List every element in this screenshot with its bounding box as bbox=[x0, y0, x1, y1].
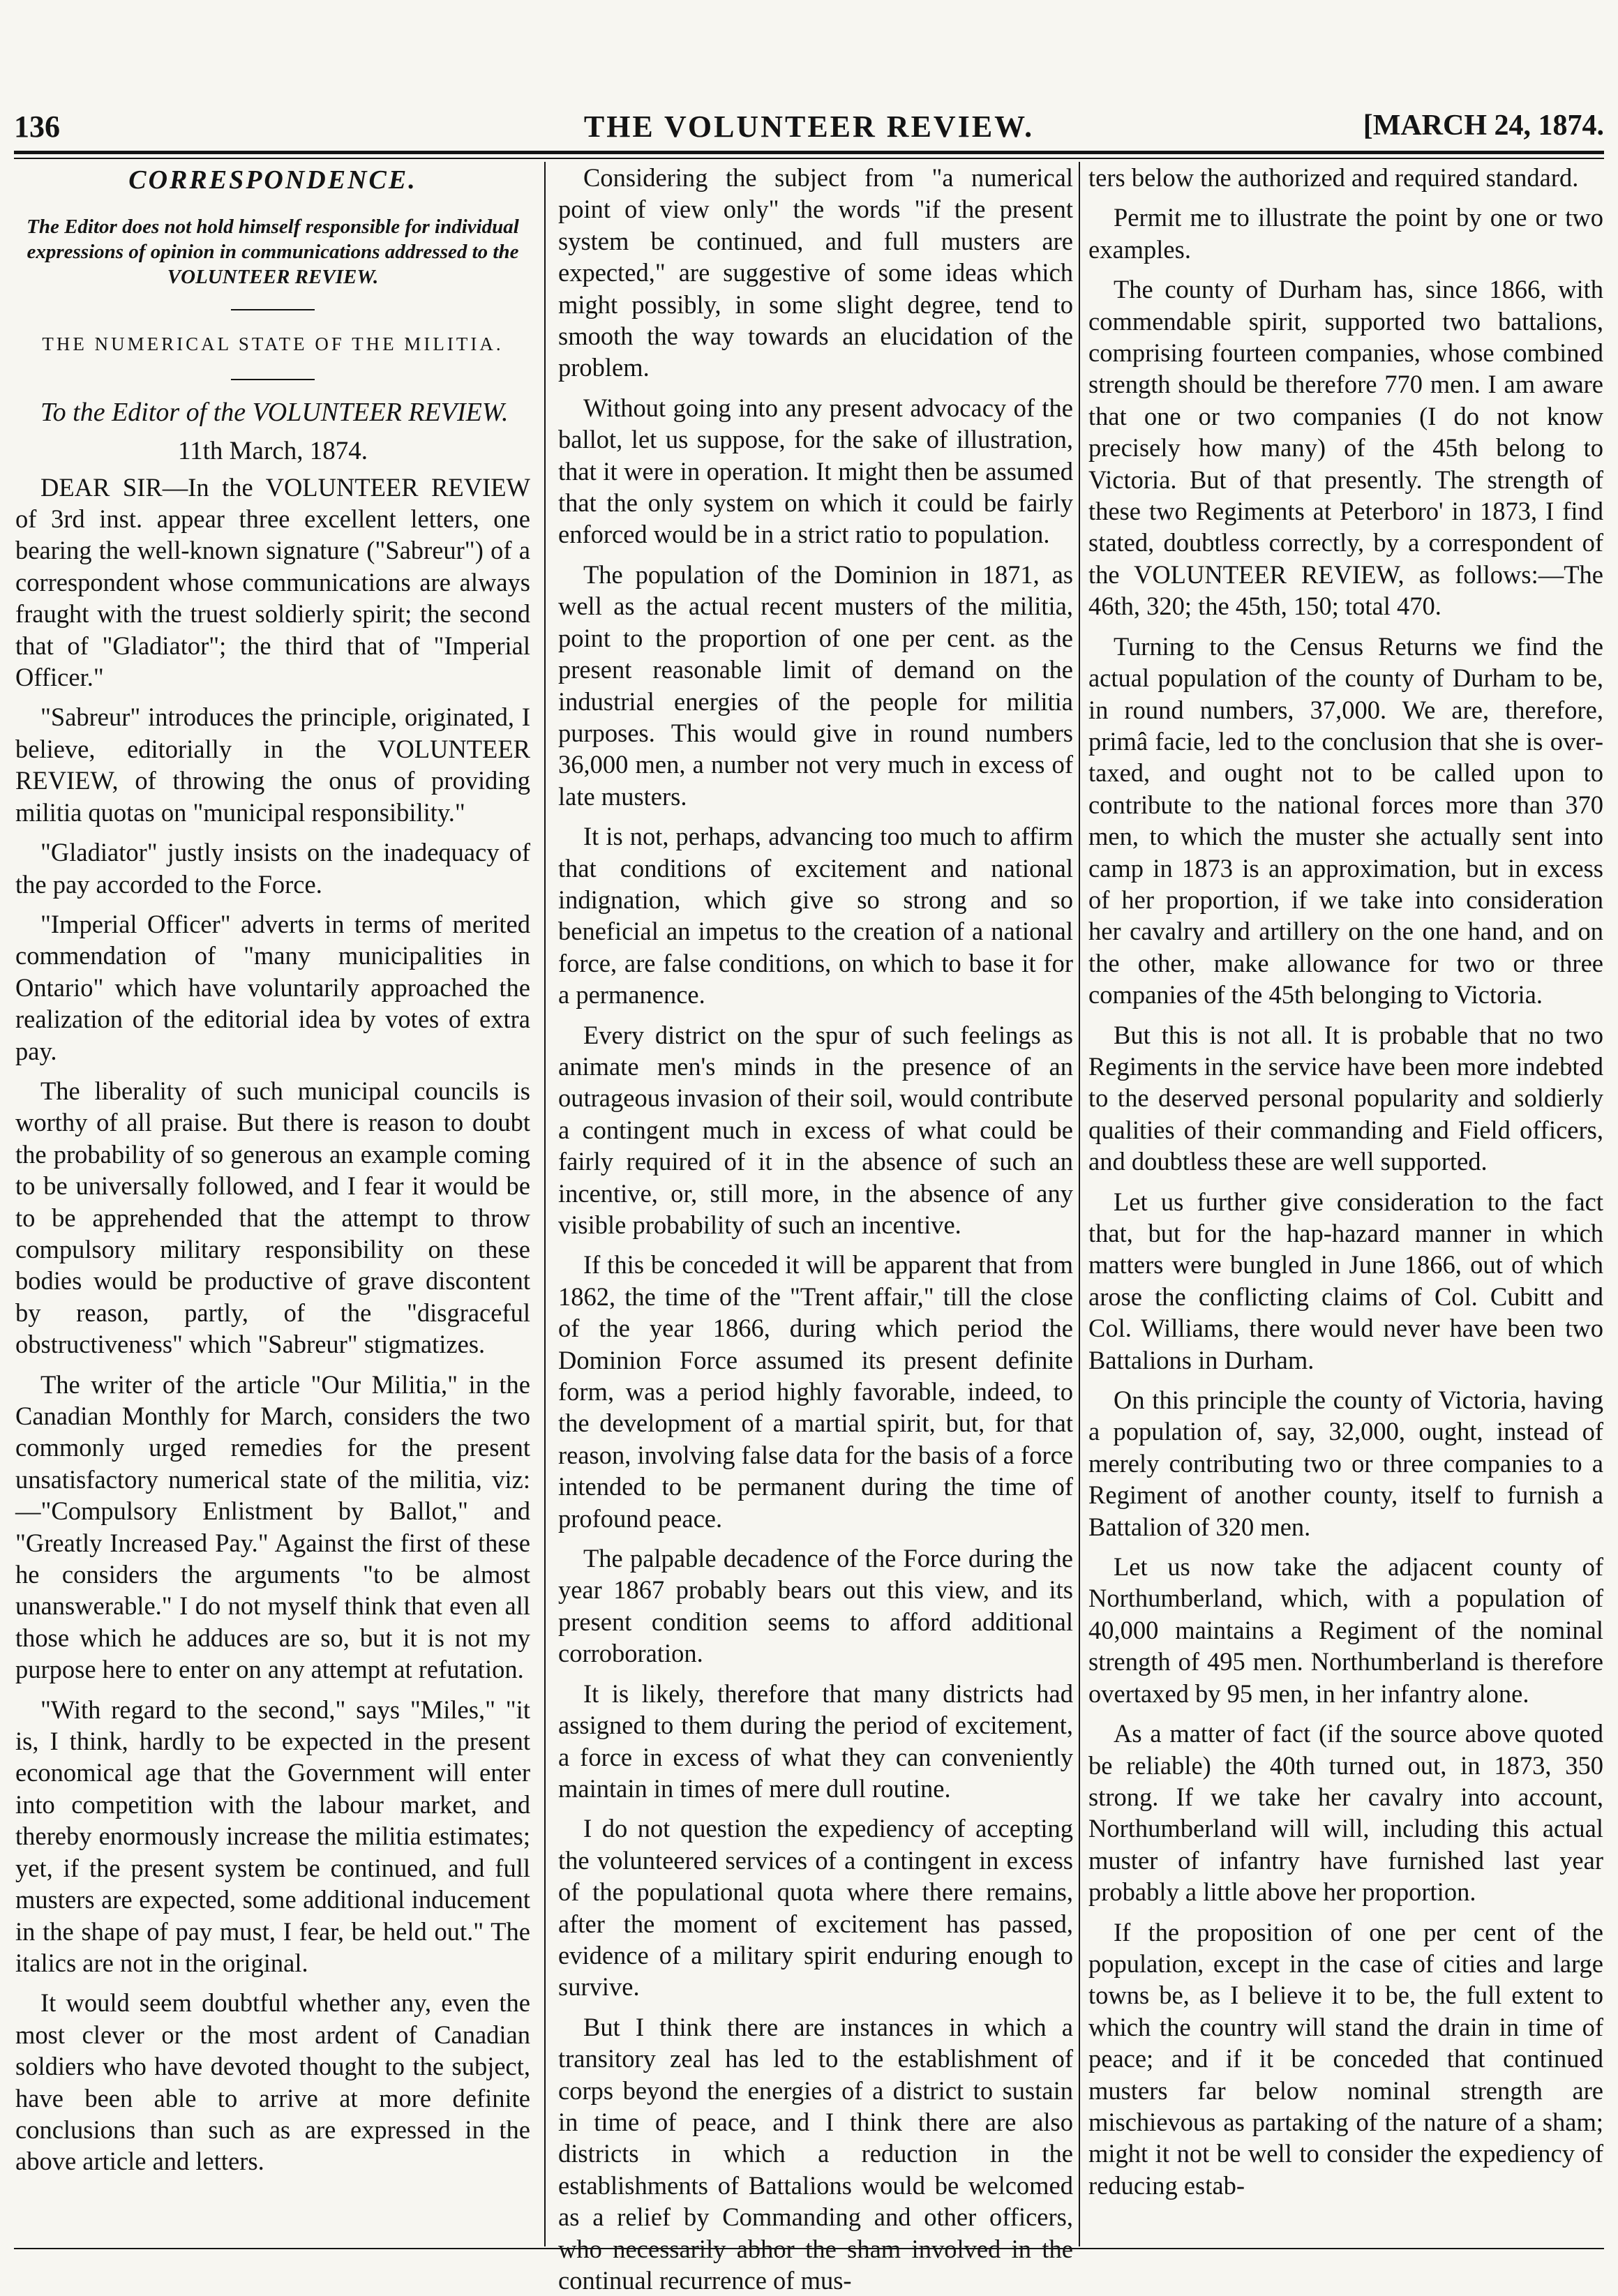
paragraph: Let us further give consideration to the fact that, but for the hap-hazard manner in which matters were bungled in June 1866, out of which arose the conflicting claims of Col. Cubitt and Col. Williams, there would never have been two Battalions in Durham. bbox=[1088, 1187, 1603, 1374]
paragraph: I do not question the expediency of accepting the volunteered services of a contingent in excess of the populational quota where there remains, after the moment of excitement has passed, evidence of a military spirit enduring enough to survive. bbox=[558, 1814, 1073, 2002]
paragraph: DEAR SIR—In the VOLUNTEER REVIEW of 3rd inst. appear three excellent letters, one bearing the well-known signature ("Sabreur") of a correspondent whose communications are always fraught with the truest soldierly spirit; the second that of "Gladiator"; the third that of "Imperial Officer." bbox=[15, 472, 530, 692]
paragraph: "Imperial Officer" adverts in terms of merited commendation of "many municipalities in Ontario" which have voluntarily approached the realization of the editorial idea by votes of extra pay. bbox=[15, 909, 530, 1065]
paragraph: Turning to the Census Returns we find the actual population of the county of Durham to be, in round numbers, 37,000. We are, therefore, primâ facie, led to the conclusion that she is over-taxed, and ought not to be called upon to contribute to the national forces more than 370 men, to which the muster she actually sent into camp in 1873 is an approximation, but in excess of her proportion, if we take into consideration her cavalry and artillery on the one hand, and on the other, make allowance for two or three companies of the 45th belonging to Victoria. bbox=[1088, 631, 1603, 1010]
paragraph: It is not, perhaps, advancing too much to affirm that conditions of excitement and national indignation, which give so strong and so beneficial an impetus to the creation of a national force, are false conditions, on which to base it for a permanence. bbox=[558, 822, 1073, 1010]
paragraph: ters below the authorized and required standard. bbox=[1088, 163, 1579, 192]
paragraph: If this be conceded it will be apparent that from 1862, the time of the "Trent affair," till the close of the year 1866, during which period the Dominion Force assumed its present definite form, was a period highly favorable, indeed, to the development of a martial spirit, but, for that reason, involving false data for the basis of a force intended to be permanent during the time of profound peace. bbox=[558, 1250, 1073, 1533]
journal-title: THE VOLUNTEER REVIEW. bbox=[583, 110, 1035, 144]
paragraph: "Sabreur" introduces the principle, originated, I believe, editorially in the VOLUNTEER REVIEW, of throwing the onus of providing militia quotas on "municipal responsibility." bbox=[15, 703, 530, 827]
paragraph: But I think there are instances in which a transitory zeal has led to the establishment of corps beyond the energies of a district to sustain in time of peace, and I think there are also districts in which a reduction in the establishments of Battalions would be welcomed as a relief by Commanding and other officers, who necessarily abhor the sham involved in the continual recurrence of mus- bbox=[558, 2012, 1073, 2295]
paragraph: The liberality of such municipal councils is worthy of all praise. But there is reason to doubt the probability of so generous an example coming to be universally followed, and I fear it would be to be apprehended that the attempt to throw compulsory military responsibility on these bodies would be productive of grave discontent by reason, partly, of the "disgraceful obstructiveness" which "Sabreur" stigmatizes. bbox=[15, 1076, 530, 1359]
paragraph: "Gladiator" justly insists on the inadequacy of the pay accorded to the Force. bbox=[15, 838, 530, 899]
page-number: 136 bbox=[14, 110, 60, 144]
section-title: CORRESPONDENCE. bbox=[128, 165, 417, 195]
header-rule-thin bbox=[14, 158, 1604, 159]
paragraph: The palpable decadence of the Force during the year 1867 probably bears out this view, and its present condition seems to afford additional corroboration. bbox=[558, 1544, 1073, 1668]
paragraph: As a matter of fact (if the source above quoted be reliable) the 40th turned out, in 1873, 350 strong. If we take her cavalry into account, Northumberland will will, including this actual muster of infantry have furnished last year probably a little above her proportion. bbox=[1088, 1719, 1603, 1907]
paragraph: Every district on the spur of such feelings as animate men's minds in the presence of an outrageous invasion of their soil, would contribute a contingent much in excess of what could be fairly required of it in the absence of such an incentive, or, still more, in the absence of any visible probability of such an incentive. bbox=[558, 1020, 1073, 1239]
paragraph: Permit me to illustrate the point by one or two examples. bbox=[1088, 203, 1603, 264]
divider bbox=[231, 379, 315, 380]
paragraph: But this is not all. It is probable that no two Regiments in the service have been more indebted to the deserved personal popularity and soldierly qualities of their commanding and Field officers, and doubtless these are well supported. bbox=[1088, 1020, 1603, 1176]
column-1 bbox=[15, 162, 530, 2246]
paragraph: The writer of the article "Our Militia," in the Canadian Monthly for March, considers the two commonly urged remedies for the present unsatisfactory numerical state of the militia, viz:—"Compulsory Enlistment by Ballot," and "Greatly Increased Pay." Against the first of these he considers the arguments "to be almost unanswerable." I do not myself think that even all those which he adduces are so, but it is not my purpose here to enter on any attempt at refutation. bbox=[15, 1370, 530, 1684]
divider bbox=[231, 309, 315, 310]
letter-addressee: To the Editor of the VOLUNTEER REVIEW. bbox=[40, 397, 509, 427]
paragraph: "With regard to the second," says "Miles," "it is, I think, hardly to be expected in the present economical age that the Government will enter into competition with the labour market, and thereby enormously increase the militia estimates; yet, if the present system be continued, and full musters are expected, some additional inducement in the shape of pay must, I fear, be held out." The italics are not in the original. bbox=[15, 1695, 530, 1977]
column-2 bbox=[558, 162, 1073, 2295]
header-rule bbox=[14, 151, 1604, 154]
column-3-body bbox=[1088, 162, 1603, 2201]
paragraph: Let us now take the adjacent county of Northumberland, which, with a population of 40,000 maintains a Regiment of the nominal strength of 495 men. Northumberland is therefore overtaxed by 95 men, in her infantry alone. bbox=[1088, 1552, 1603, 1708]
paragraph: The county of Durham has, since 1866, with commendable spirit, supported two battalions, comprising fourteen companies, whose combined strength should be therefore 770 men. I am aware that one or two companies (I do not know precisely how many) of the 45th belong to Victoria. But of that presently. The strength of these two Regiments at Peterboro' in 1873, I find stated, doubtless correctly, by a correspondent of the VOLUNTEER REVIEW, as follows:—The 46th, 320; the 45th, 150; total 470. bbox=[1088, 275, 1603, 621]
letter-subhead: THE NUMERICAL STATE OF THE MILITIA. bbox=[42, 333, 504, 355]
column-divider bbox=[544, 162, 546, 2246]
paragraph: Without going into any present advocacy of the ballot, let us suppose, for the sake of illustration, that it were in operation. It might then be assumed that the only system on which it could be fairly enforced would be in a strict ratio to population. bbox=[558, 393, 1073, 549]
footer-rule bbox=[14, 2248, 1604, 2249]
paragraph: The population of the Dominion in 1871, as well as the actual recent musters of the militia, point to the proportion of one per cent. as the present reasonable limit of demand on the industrial energies of the people for militia purposes. This would give in round numbers 36,000 men, a number not very much in excess of late musters. bbox=[558, 560, 1073, 811]
column-1-body bbox=[15, 472, 530, 2177]
paragraph: On this principle the county of Victoria, having a population of, say, 32,000, ought, instead of merely contributing two or three companies to a Regiment of another county, itself to furnish a Battalion of 320 men. bbox=[1088, 1386, 1603, 1541]
paragraph: It would seem doubtful whether any, even the most clever or the most ardent of Canadian soldiers who have devoted thought to the subject, have been able to arrive at more definite conclusions than such as are expressed in the above article and letters. bbox=[15, 1988, 530, 2176]
column-divider bbox=[1079, 162, 1080, 2246]
column-2-body bbox=[558, 162, 1073, 2296]
paragraph: If the proposition of one per cent of the population, except in the case of cities and large towns be, as I believe it to be, the full extent to which the country will stand the drain in time of peace; and if it be conceded that continued musters far below nominal strength are mischievous as partaking of the nature of a sham; might it not be well to consider the expediency of reducing estab- bbox=[1088, 1917, 1603, 2200]
paragraph: It is likely, therefore that many districts had assigned to them during the period of excitement, a force in excess of what they can conveniently maintain in times of mere dull routine. bbox=[558, 1679, 1073, 1803]
editor-disclaimer: The Editor does not hold himself responsible for individual expressions of opinion in communications addressed to the VOLUNTEER REVIEW. bbox=[27, 216, 519, 289]
column-3 bbox=[1088, 162, 1603, 2246]
issue-date: [MARCH 24, 1874. bbox=[1363, 110, 1604, 142]
letter-dateline: 11th March, 1874. bbox=[178, 437, 368, 466]
paragraph: Considering the subject from "a numerical point of view only" the words "if the present system be continued, and full musters are expected," are suggestive of some ideas which might possibly, in some slight degree, tend to smooth the way towards an elucidation of the problem. bbox=[558, 163, 1073, 382]
